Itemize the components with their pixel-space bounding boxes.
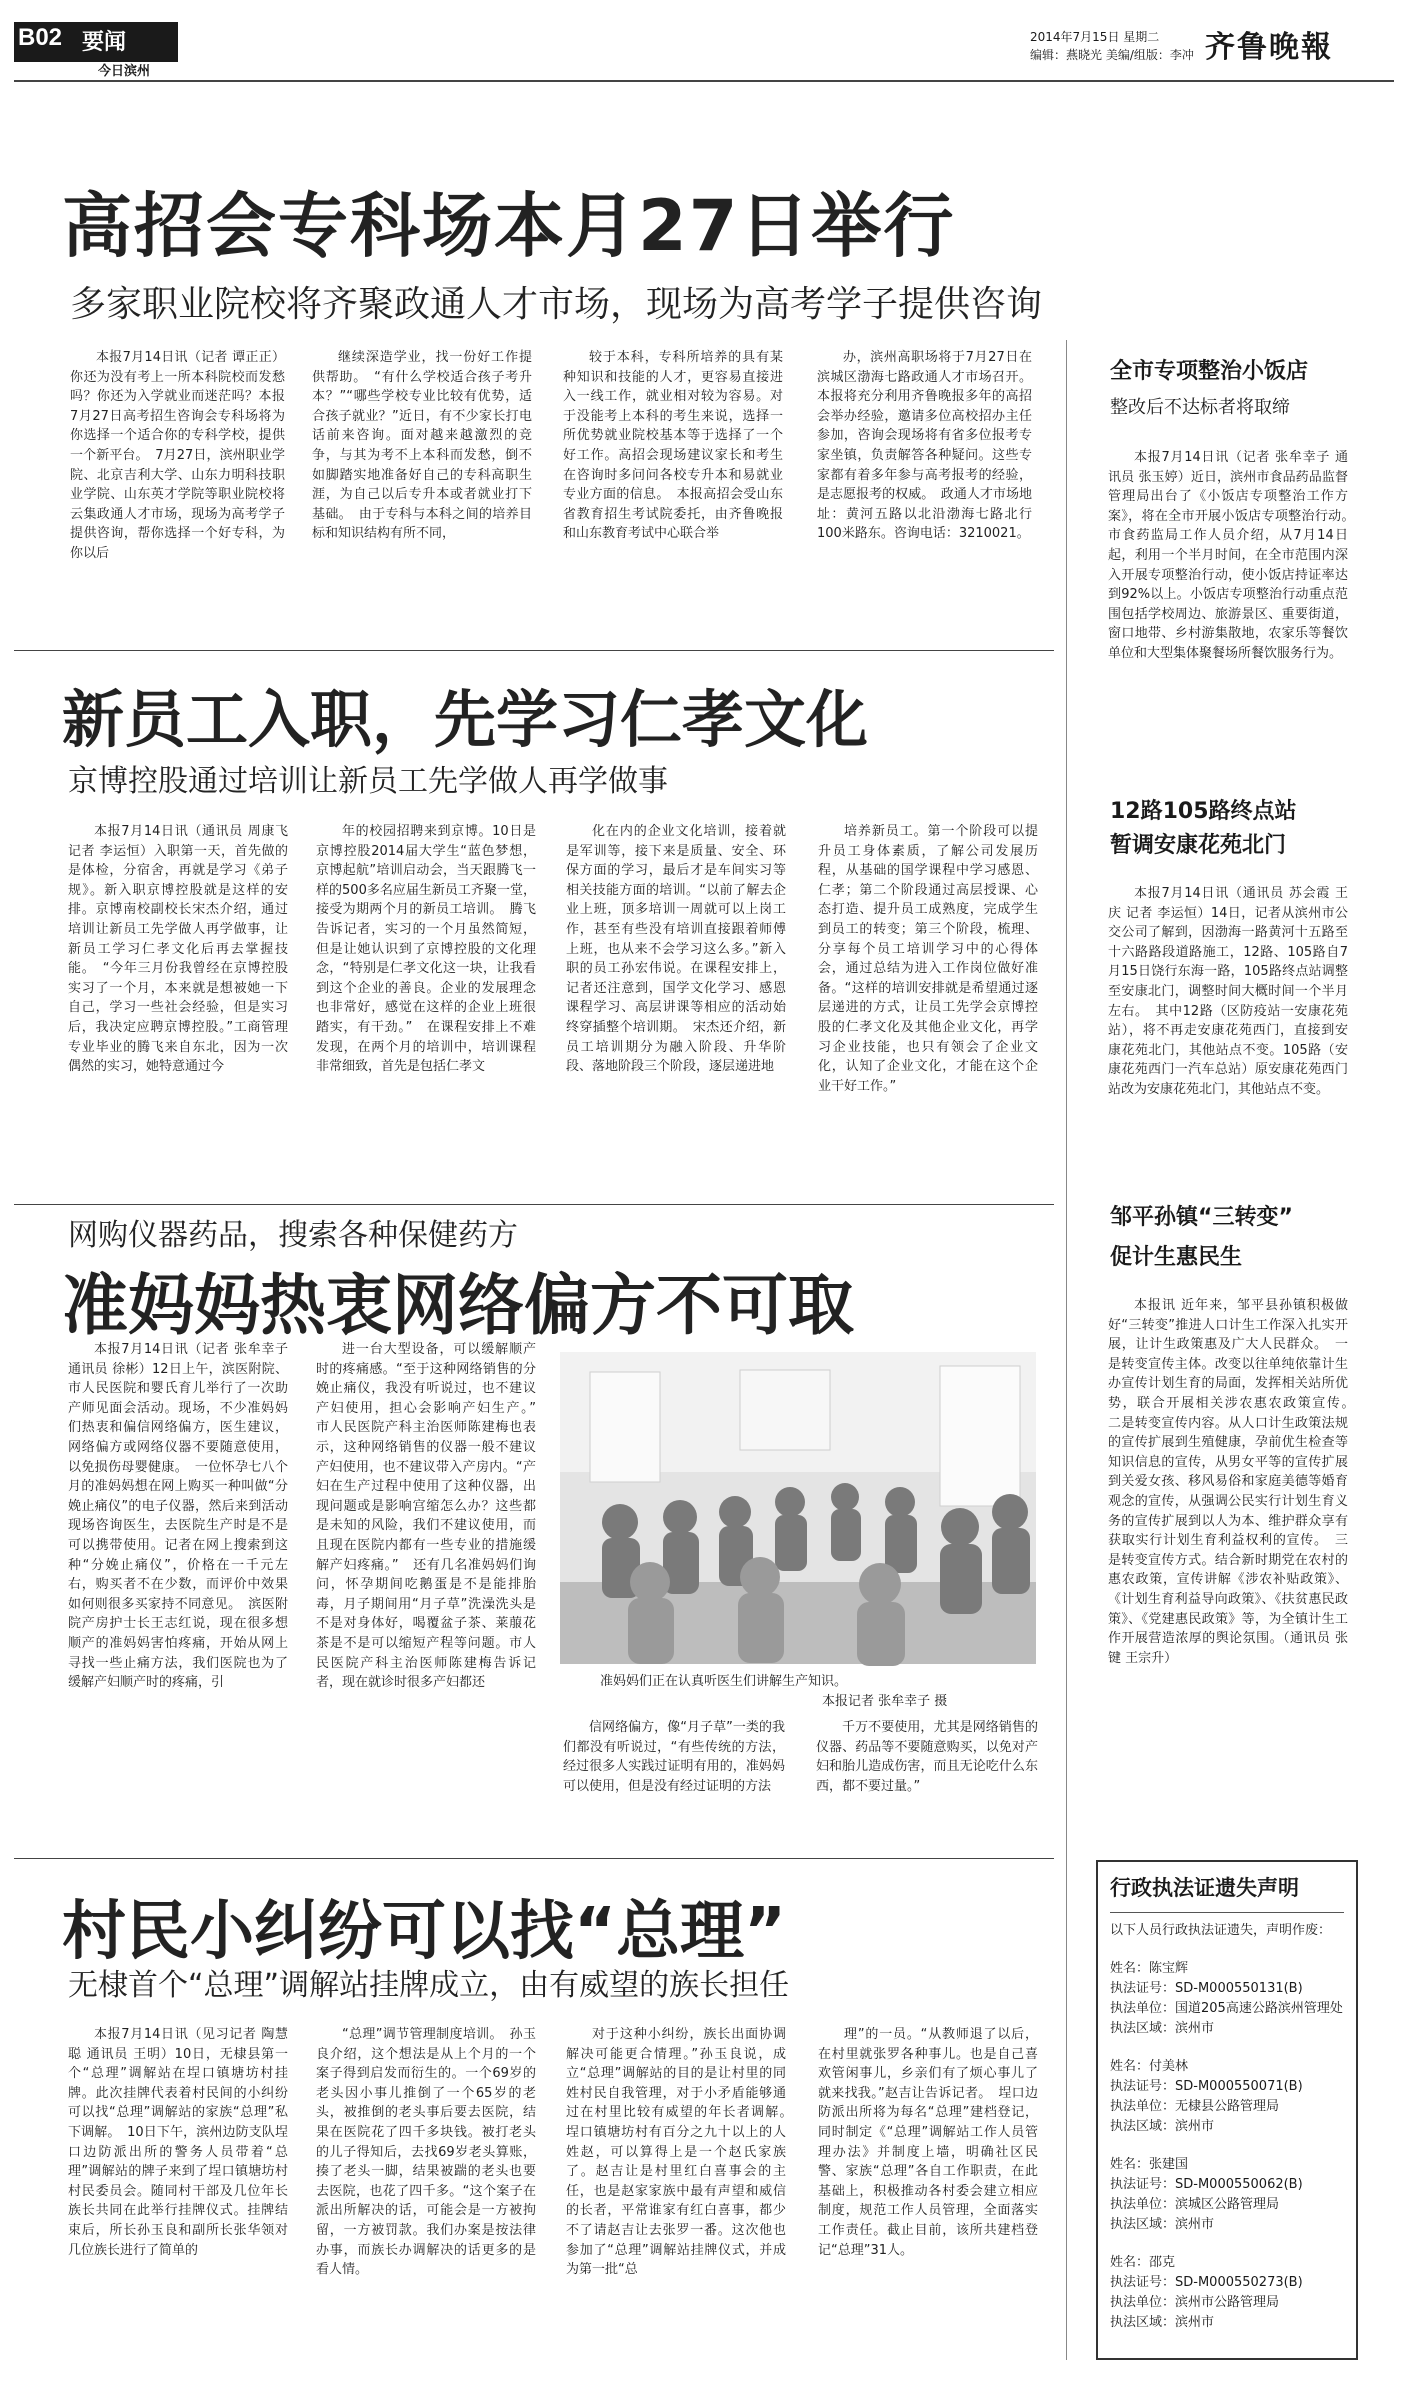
article1-col2: 继续深造学业，找一份好工作提供帮助。 “有什么学校适合孩子考升本？”“哪些学校专业比较有优势，适合孩子就业？”近日，有不少家长打电话前来咨询。面对越来越激烈的竞争，与其为考不上本科而发愁，倒不如脚踏实地准备好自己的专科高职生涯，为自己以后专升本或者就业打下基础。 由于专科与本科之间的培养目标和知识结构有所不同， <box>312 350 532 542</box>
notice-person-area: 执法区域：滨州市 <box>1110 2315 1215 2330</box>
notice-person-entry <box>1110 1959 1344 2039</box>
article4-subtitle: 无棣首个“总理”调解站挂牌成立，由有威望的族长担任 <box>68 1968 790 2003</box>
notice-person-name: 姓名：邵克 <box>1110 2255 1176 2270</box>
notice-person-area: 执法区域：滨州市 <box>1110 2119 1215 2134</box>
sidebar-divider <box>1066 340 1067 2360</box>
article3-title: 准妈妈热衷网络偏方不可取 <box>62 1267 854 1344</box>
article4-col2: “总理”调节管理制度培训。 孙玉良介绍，这个想法是从上个月的一个案子得到启发而衍生的。一个69岁的老头因小事儿推倒了一个65岁的老头，被推倒的老头事后要去医院，结果在医院花了四千多块钱。被打老头的儿子得知后，去找69岁老头算账，揍了老头一脚，结果被踹的老头也要去医院，也花了四千多。“这个案子在派出所解决的话，可能会是一方被拘留，一方被罚款。我们办案是按法律办事，而族长办调解决的话更多的是看人情。 <box>316 2027 536 2278</box>
article2-bottom-rule <box>14 1204 1054 1205</box>
article4-col1: 本报7月14日讯（见习记者 陶慧聪 通讯员 王明）10日，无棣县第一个“总理”调解站在埕口镇塘坊村挂牌。此次挂牌代表着村民间的小纠纷可以找“总理”调解站的家族“总理”私下调解。 10日下午，滨州边防支队埕口边防派出所的警务人员带着“总理”调解站的牌子来到了埕口镇塘坊村村民委员会。随同村干部及几位年长族长共同在此举行挂牌仪式。挂牌结束后，所长孙玉良和副所长张华领对几位族长进行了简单的 <box>68 2027 288 2258</box>
side2-body: 本报7月14日讯（通讯员 苏会霞 王庆 记者 李运恒）14日，记者从滨州市公交公司了解到，因渤海一路黄河十五路至十六路路段道路施工，12路、105路自7月15日饶行东海一路，105路终点站调整至安康北门，调整时间大概时间一个半月左右。 其中12路（区防疫站一安康花苑站），将不再走安康花苑西门，直接到安康花苑北门，其他站点不变。105路（安康花苑西门一汽车总站）原安康花苑西门站改为安康花苑北门，其他站点不变。 <box>1108 886 1348 1097</box>
article4-col3: 对于这种小纠纷，族长出面协调解决可能更合情理。”孙玉良说，成立“总理”调解站的目的是让村里的同姓村民自我管理，对于小矛盾能够通过在村里比较有威望的年长者调解。 埕口镇塘坊村有百分之九十以上的人姓赵，可以算得上是一个赵氏家族了。赵吉让是村里红白喜事会的主任，也是赵家家族中最有声望和威信的长者，平常谁家有红白喜事，都少不了请赵吉让去张罗一番。这次他也参加了“总理”调解站挂牌仪式，并成为第一批“总 <box>566 2027 800 2278</box>
article2-title: 新员工入职，先学习仁孝文化 <box>62 683 869 756</box>
notice-person-unit: 执法单位：无棣县公路管理局 <box>1110 2099 1280 2114</box>
side2-title-line2: 暂调安康花苑北门 <box>1110 833 1287 858</box>
notice-people-list <box>1110 1959 1344 2333</box>
subsection-name: 今日滨州 <box>98 64 151 79</box>
side1-subtitle: 整改后不达标者将取缔 <box>1110 397 1290 418</box>
article2-col1: 本报7月14日讯（通讯员 周康飞 记者 李运恒）入职第一天，首先做的是体检，分宿舍，再就是学习《弟子规》。新入职京博控股就是这样的安排。京博南校副校长宋杰介绍，通过培训让新员工先学做人再学做事，让新员工学习仁孝文化后再去掌握技能。 “今年三月份我曾经在京博控股实习了一个月，本来就是想被她一下自己，学习一些社会经验，但是实习后，我决定应聘京博控股。”工商管理专业毕业的腾飞来自东北，因为一次偶然的实习，她特意通过今 <box>68 824 288 1075</box>
notice-person-area: 执法区域：滨州市 <box>1110 2021 1215 2036</box>
notice-person-unit: 执法单位：国道205高速公路滨州管理处 <box>1110 2001 1343 2016</box>
masthead <box>0 0 1409 80</box>
article3-photo <box>560 1352 1036 1664</box>
photo-caption: 准妈妈们正在认真听医生们讲解生产知识。 <box>600 1674 848 1689</box>
notice-person-entry <box>1110 2057 1344 2137</box>
notice-person-entry <box>1110 2253 1344 2333</box>
notice-intro: 以下人员行政执法证遗失，声明作废： <box>1110 1923 1332 1938</box>
notice-person-area: 执法区域：滨州市 <box>1110 2217 1215 2232</box>
side3-title-line1: 邹平孙镇“三转变” <box>1110 1205 1293 1230</box>
notice-person-name: 姓名：付美林 <box>1110 2059 1189 2074</box>
notice-person-name: 姓名：张建国 <box>1110 2157 1189 2172</box>
issue-date: 2014年7月15日 星期二 <box>1030 30 1160 44</box>
notice-person-cert: 执法证号：SD-M000550062(B) <box>1110 2177 1303 2192</box>
side1-body: 本报7月14日讯（记者 张牟幸子 通讯员 张玉婷）近日，滨州市食品药品监督管理局出台了《小饭店专项整治工作方案》，将在全市开展小饭店专项整治行动。 市食药监局工作人员介绍，从7月14日起，利用一个半月时间，在全市范围内深入开展专项整治行动，使小饭店持证率达到92%以上。小饭店专项整治行动重点范围包括学校周边、旅游景区、重要街道，窗口地带、乡村游集散地，农家乐等餐饮单位和大型集体聚餐场所餐饮服务行为。 <box>1108 450 1362 661</box>
article1-title: 高招会专科场本月27日举行 <box>62 185 956 267</box>
section-name: 要闻 <box>82 30 127 55</box>
notice-person-name: 姓名：陈宝辉 <box>1110 1961 1189 1976</box>
photo-credit: 本报记者 张牟幸子 摄 <box>822 1694 948 1709</box>
side3-body: 本报讯 近年来，邹平县孙镇积极做好“三转变”推进人口计生工作深入扎实开展，让计生政策惠及广大人民群众。 一是转变宣传主体。改变以往单纯依靠计生办宣传计划生育的局面，发挥相关站所优势，联合开展相关涉农惠农政策宣传。 二是转变宣传内容。从人口计生政策法规的宣传扩展到生殖健康，孕前优生检查等知识信息的宣传，从男女平等的宣传扩展到关爱女孩、移风易俗和家庭美德等婚育观念的宣传，从强调公民实行计划生育义务的宣传扩展到以人为本、维护群众享有获取实行计划生育利益权利的宣传。 三是转变宣传方式。结合新时期党在农村的惠农政策，宣传讲解《涉农补贴政策》、《计划生育利益导向政策》、《扶贫惠民政策》、《党建惠民政策》等，为全镇计生工作开展营造浓厚的舆论氛围。（通讯员 张键 王宗升） <box>1108 1298 1362 1666</box>
side1-title: 全市专项整治小饭店 <box>1110 359 1309 384</box>
notice-person-unit: 执法单位：滨州市公路管理局 <box>1110 2295 1280 2310</box>
paper-name: 齐鲁晚報 <box>1205 30 1333 65</box>
page-code: B02 <box>18 24 63 51</box>
article3-bottom-rule <box>14 1858 1054 1859</box>
article3-col3: 信网络偏方，像“月子草”一类的我们都没有听说过，“有些传统的方法，经过很多人实践过证明有用的，准妈妈可以使用，但是没有经过证明的方法 <box>563 1720 785 1794</box>
notice-person-cert: 执法证号：SD-M000550131(B) <box>1110 1981 1303 1996</box>
article3-col4: 千万不要使用，尤其是网络销售的仪器、药品等不要随意购买，以免对产妇和胎儿造成伤害，而且无论吃什么东西，都不要过量。” <box>816 1720 1038 1794</box>
article1-col4: 办，滨州高职场将于7月27日在滨城区渤海七路政通人才市场召开。本报将充分利用齐鲁晚报多年的高招会举办经验，邀请多位高校招办主任参加，咨询会现场将有省多位报考专家坐镇，负责解答各种疑问。这些专家都有着多年参与高考报考的经验，是志愿报考的权威。 政通人才市场地址：黄河五路以北沿渤海七路北行100米路东。咨询电话：3210021。 <box>817 350 1032 542</box>
lost-certificate-notice <box>1096 1860 1358 2360</box>
side3-title-line2: 促计生惠民生 <box>1110 1245 1243 1270</box>
article3-col2: 进一台大型设备，可以缓解顺产时的疼痛感。“至于这种网络销售的分娩止痛仪，我没有听说过，也不建议产妇使用，担心会影响产妇生产。” 市人民医院产科主治医师陈建梅也表示，这种网络销售的仪器一般不建议产妇使用，也不建议带入产房内。“产妇在生产过程中使用了这种仪器，出现问题或是影响宫缩怎么办？这些都是未知的风险，我们不建议使用，而且现在医院内都有一些专业的措施缓解产妇疼痛。” 还有几名准妈妈们询问，怀孕期间吃鹅蛋是不是能排胎毒，月子期间用“月子草”洗澡洗头是不是对身体好，喝覆盆子茶、莱菔花茶是不是可以缩短产程等问题。市人民医院产科主治医师陈建梅告诉记者，现在就诊时很多产妇都还 <box>316 1342 550 1691</box>
article3-kicker: 网购仪器药品，搜索各种保健药方 <box>68 1218 518 1253</box>
article2-col4: 培养新员工。第一个阶段可以提升员工身体素质，了解公司发展历程，从基础的国学课程中学习感恩、仁孝；第二个阶段通过高层授课、心态打造、提升员工成熟度，完成学生到员工的转变；第三个阶段，梳理、分享每个员工培训学习中的心得体会，通过总结为进入工作岗位做好准备。“这样的培训安排就是希望通过逐层递进的方式，让员工先学会京博控股的仁孝文化及其他企业文化，再学习企业技能，也只有领会了企业文化，认知了企业文化，才能在这个企业干好工作。” <box>818 824 1038 1094</box>
article4-col4: 理”的一员。“从教师退了以后，在村里就张罗各种事儿。也是自己喜欢管闲事儿，乡亲们有了烦心事儿了就来找我。”赵吉让告诉记者。 埕口边防派出所将为每名“总理”建档登记，同时制定《“总理”调解站工作人员管理办法》并制度上墙，明确社区民警、家族“总理”各自工作职责，在此基础上，积极推动各村委会建立相应制度，规范工作人员管理，全面落实工作责任。截止目前，该所共建档登记“总理”31人。 <box>818 2027 1038 2258</box>
article1-bottom-rule <box>14 650 1054 651</box>
notice-person-entry <box>1110 2155 1344 2235</box>
article1-col1: 本报7月14日讯（记者 谭正正）你还为没有考上一所本科院校而发愁吗？你还为入学就业而迷茫吗？本报7月27日高考招生咨询会专科场将为你选择一个适合你的专科学校，提供一个新平台。 7月27日，滨州职业学院、北京吉利大学、山东力明科技职业学院、山东英才学院等职业院校将云集政通人才市场，现场为高考学子提供咨询，帮你选择一个好专科，为你以后 <box>70 350 285 561</box>
article2-subtitle: 京博控股通过培训让新员工先学做人再学做事 <box>68 764 668 799</box>
article1-subtitle: 多家职业院校将齐聚政通人才市场，现场为高考学子提供咨询 <box>70 284 1043 325</box>
masthead-rule <box>14 80 1394 82</box>
article3-col1: 本报7月14日讯（记者 张牟幸子 通讯员 徐彬）12日上午，滨医附院、市人民医院和婴氏育儿举行了一次助产师见面会活动。现场，不少准妈妈们热衷和偏信网络偏方，医生建议，网络偏方或网络仪器不要随意使用，以免损伤母婴健康。 一位怀孕七八个月的准妈妈想在网上购买一种叫做“分娩止痛仪”的电子仪器，然后来到活动现场咨询医生，去医院生产时是不是可以携带使用。记者在网上搜索到这种“分娩止痛仪”，价格在一千元左右，购买者不在少数，而评价中效果如何则很多买家持不同意见。 滨医附院产房护士长王志红说，现在很多想顺产的准妈妈害怕疼痛，开始从网上寻找一些止痛方法，我们医院也为了缓解产妇顺产时的疼痛，引 <box>68 1342 288 1691</box>
article4-title: 村民小纠纷可以找“总理” <box>62 1895 787 1969</box>
article2-col2: 年的校园招聘来到京博。10日是京博控股2014届大学生“蓝色梦想，京博起航”培训启动会，当天跟腾飞一样的500多名应届生新员工齐聚一堂，接受为期两个月的新员工培训。 腾飞告诉记者，实习的一个月虽然简短，但是让她认识到了京博控股的文化理念，“特别是仁孝文化这一块，让我看到这个企业的善良。企业的发展理念也非常好，感觉在这样的企业上班很踏实，有干劲。” 在课程安排上不难发现，在两个月的培训中，培训课程非常细致，首先是包括仁孝文 <box>316 824 536 1075</box>
article2-col3: 化在内的企业文化培训，接着就是军训等，接下来是质量、安全、环保方面的学习，最后才是车间实习等相关技能方面的培训。“以前了解去企业上班，顶多培训一周就可以上岗工作，甚至有些没有培训直接跟着师傅上班，也从来不会学习这么多。”新入职的员工孙宏伟说。在课程安排上，记者还注意到，国学文化学习、感恩课程学习、高层讲课等相应的活动始终穿插整个培训期。 宋杰还介绍，新员工培训期分为融入阶段、升华阶段、落地阶段三个阶段，逐层递进地 <box>566 824 786 1075</box>
editor-credits: 编辑：燕晓光 美编/组版：李冲 <box>1030 48 1194 62</box>
classroom-photo-illustration <box>560 1352 1036 1664</box>
notice-person-unit: 执法单位：滨城区公路管理局 <box>1110 2197 1280 2212</box>
notice-title: 行政执法证遗失声明 <box>1110 1872 1344 1913</box>
notice-person-cert: 执法证号：SD-M000550071(B) <box>1110 2079 1303 2094</box>
side2-title-line1: 12路105路终点站 <box>1110 799 1297 824</box>
notice-person-cert: 执法证号：SD-M000550273(B) <box>1110 2275 1303 2290</box>
article1-col3: 较于本科，专科所培养的具有某种知识和技能的人才，更容易直接进入一线工作，就业相对较为容易。对于没能考上本科的考生来说，选择一所优势就业院校基本等于选择了一个好工作。高招会现场建议家长和考生在咨询时多问问各校专升本和易就业专业方面的信息。 本报高招会受山东省教育招生考试院委托，由齐鲁晚报和山东教育考试中心联合举 <box>563 350 783 542</box>
